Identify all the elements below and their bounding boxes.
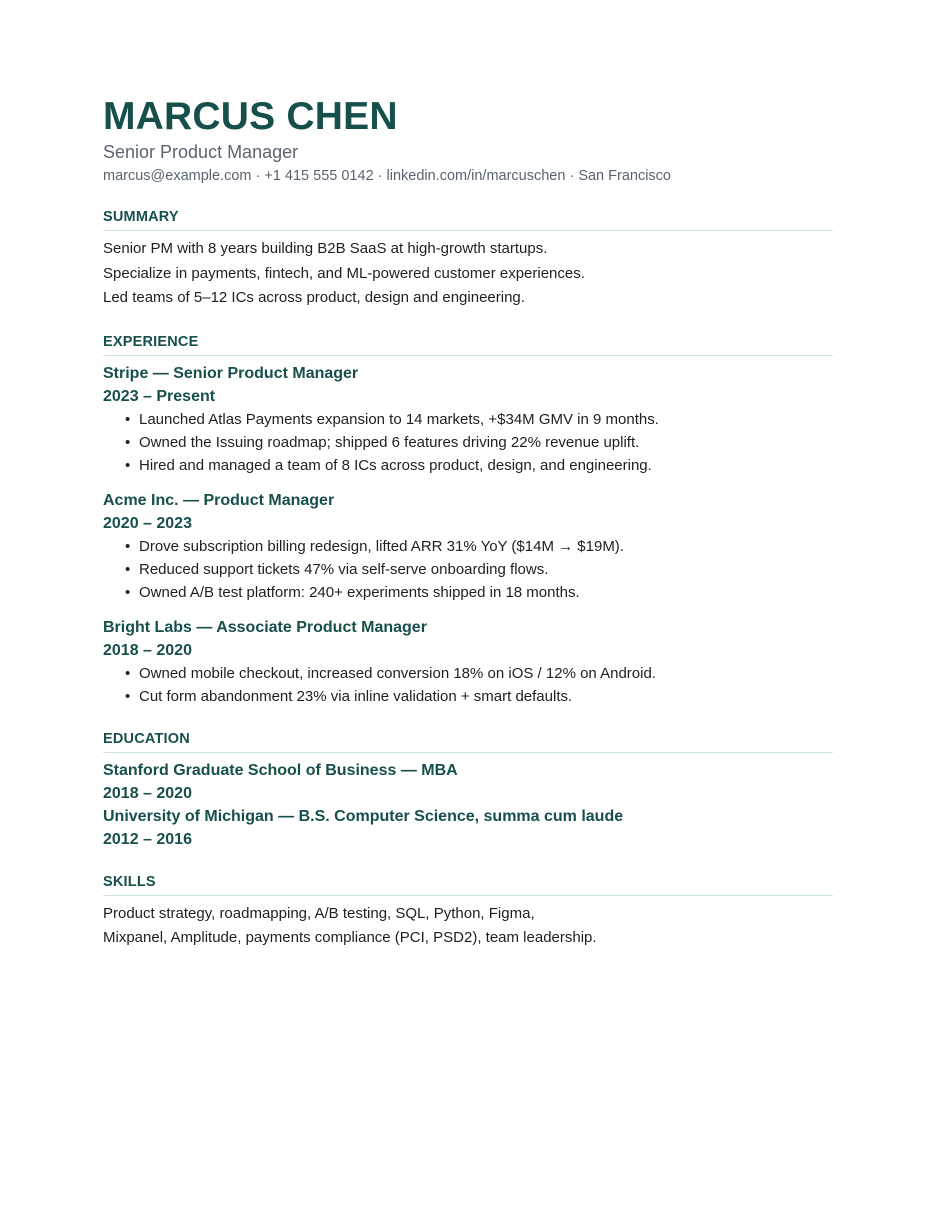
- candidate-name: MARCUS CHEN: [103, 95, 398, 138]
- contact-line: marcus@example.com · +1 415 555 0142 · linkedin.com/in/marcuschen · San Francisco: [103, 168, 671, 184]
- job-title: Acme Inc. — Product Manager: [103, 491, 335, 509]
- bullet-glyph: •: [125, 433, 131, 451]
- job-title: Stripe — Senior Product Manager: [103, 364, 359, 382]
- bullet-glyph: •: [125, 664, 131, 682]
- education-section: [103, 730, 833, 851]
- skills-line: Product strategy, roadmapping, A/B testing, SQL, Python, Figma,: [103, 904, 535, 922]
- section-heading-skills: SKILLS: [103, 873, 833, 896]
- education-school: University of Michigan — B.S. Computer Science, summa cum laude: [103, 807, 624, 825]
- skills-line: Mixpanel, Amplitude, payments compliance (PCI, PSD2), team leadership.: [103, 929, 597, 946]
- experience-section: [103, 333, 833, 708]
- job-entry: [103, 489, 833, 604]
- job-entry: [103, 616, 833, 708]
- section-heading-experience: EXPERIENCE: [103, 333, 833, 356]
- resume-content: [103, 94, 833, 951]
- bullet-glyph: •: [125, 583, 131, 601]
- job-bullets: [103, 408, 833, 477]
- bullet-glyph: •: [125, 687, 131, 705]
- job-bullet: • Launched Atlas Payments expansion to 14 markets, +$34M GMV in 9 months.: [125, 408, 833, 431]
- bullet-glyph: •: [125, 410, 131, 428]
- bullet-glyph: •: [125, 560, 131, 578]
- job-bullet: • Owned A/B test platform: 240+ experiments shipped in 18 months.: [125, 581, 833, 604]
- skills-section: [103, 873, 833, 951]
- summary-section: [103, 208, 833, 311]
- job-dates: 2023 – Present: [103, 387, 216, 405]
- bullet-glyph: •: [125, 456, 131, 474]
- summary-line: Specialize in payments, fintech, and ML-powered customer experiences.: [103, 264, 585, 282]
- job-entry: [103, 362, 833, 477]
- job-bullet: • Drove subscription billing redesign, lifted ARR 31% YoY ($14M → $19M).: [125, 535, 833, 558]
- job-bullet: • Cut form abandonment 23% via inline validation + smart defaults.: [125, 685, 833, 708]
- education-dates: 2012 – 2016: [103, 830, 192, 848]
- job-bullet: • Hired and managed a team of 8 ICs across product, design, and engineering.: [125, 454, 833, 477]
- section-heading-summary: SUMMARY: [103, 208, 833, 231]
- job-title: Bright Labs — Associate Product Manager: [103, 618, 427, 636]
- candidate-title: Senior Product Manager: [103, 142, 299, 162]
- section-heading-education: EDUCATION: [103, 730, 833, 753]
- bullet-glyph: •: [125, 537, 131, 555]
- job-bullet: • Owned the Issuing roadmap; shipped 6 features driving 22% revenue uplift.: [125, 431, 833, 454]
- education-dates: 2018 – 2020: [103, 784, 192, 802]
- education-school: Stanford Graduate School of Business — MBA: [103, 761, 458, 779]
- job-bullets: [103, 662, 833, 708]
- job-dates: 2020 – 2023: [103, 514, 192, 532]
- summary-line: Led teams of 5–12 ICs across product, design and engineering.: [103, 289, 525, 306]
- job-dates: 2018 – 2020: [103, 641, 192, 659]
- summary-line: Senior PM with 8 years building B2B SaaS at high-growth startups.: [103, 240, 548, 257]
- job-bullet: • Owned mobile checkout, increased conversion 18% on iOS / 12% on Android.: [125, 662, 833, 685]
- job-bullet: • Reduced support tickets 47% via self-serve onboarding flows.: [125, 558, 833, 581]
- job-bullets: [103, 535, 833, 604]
- resume-header: [103, 94, 833, 186]
